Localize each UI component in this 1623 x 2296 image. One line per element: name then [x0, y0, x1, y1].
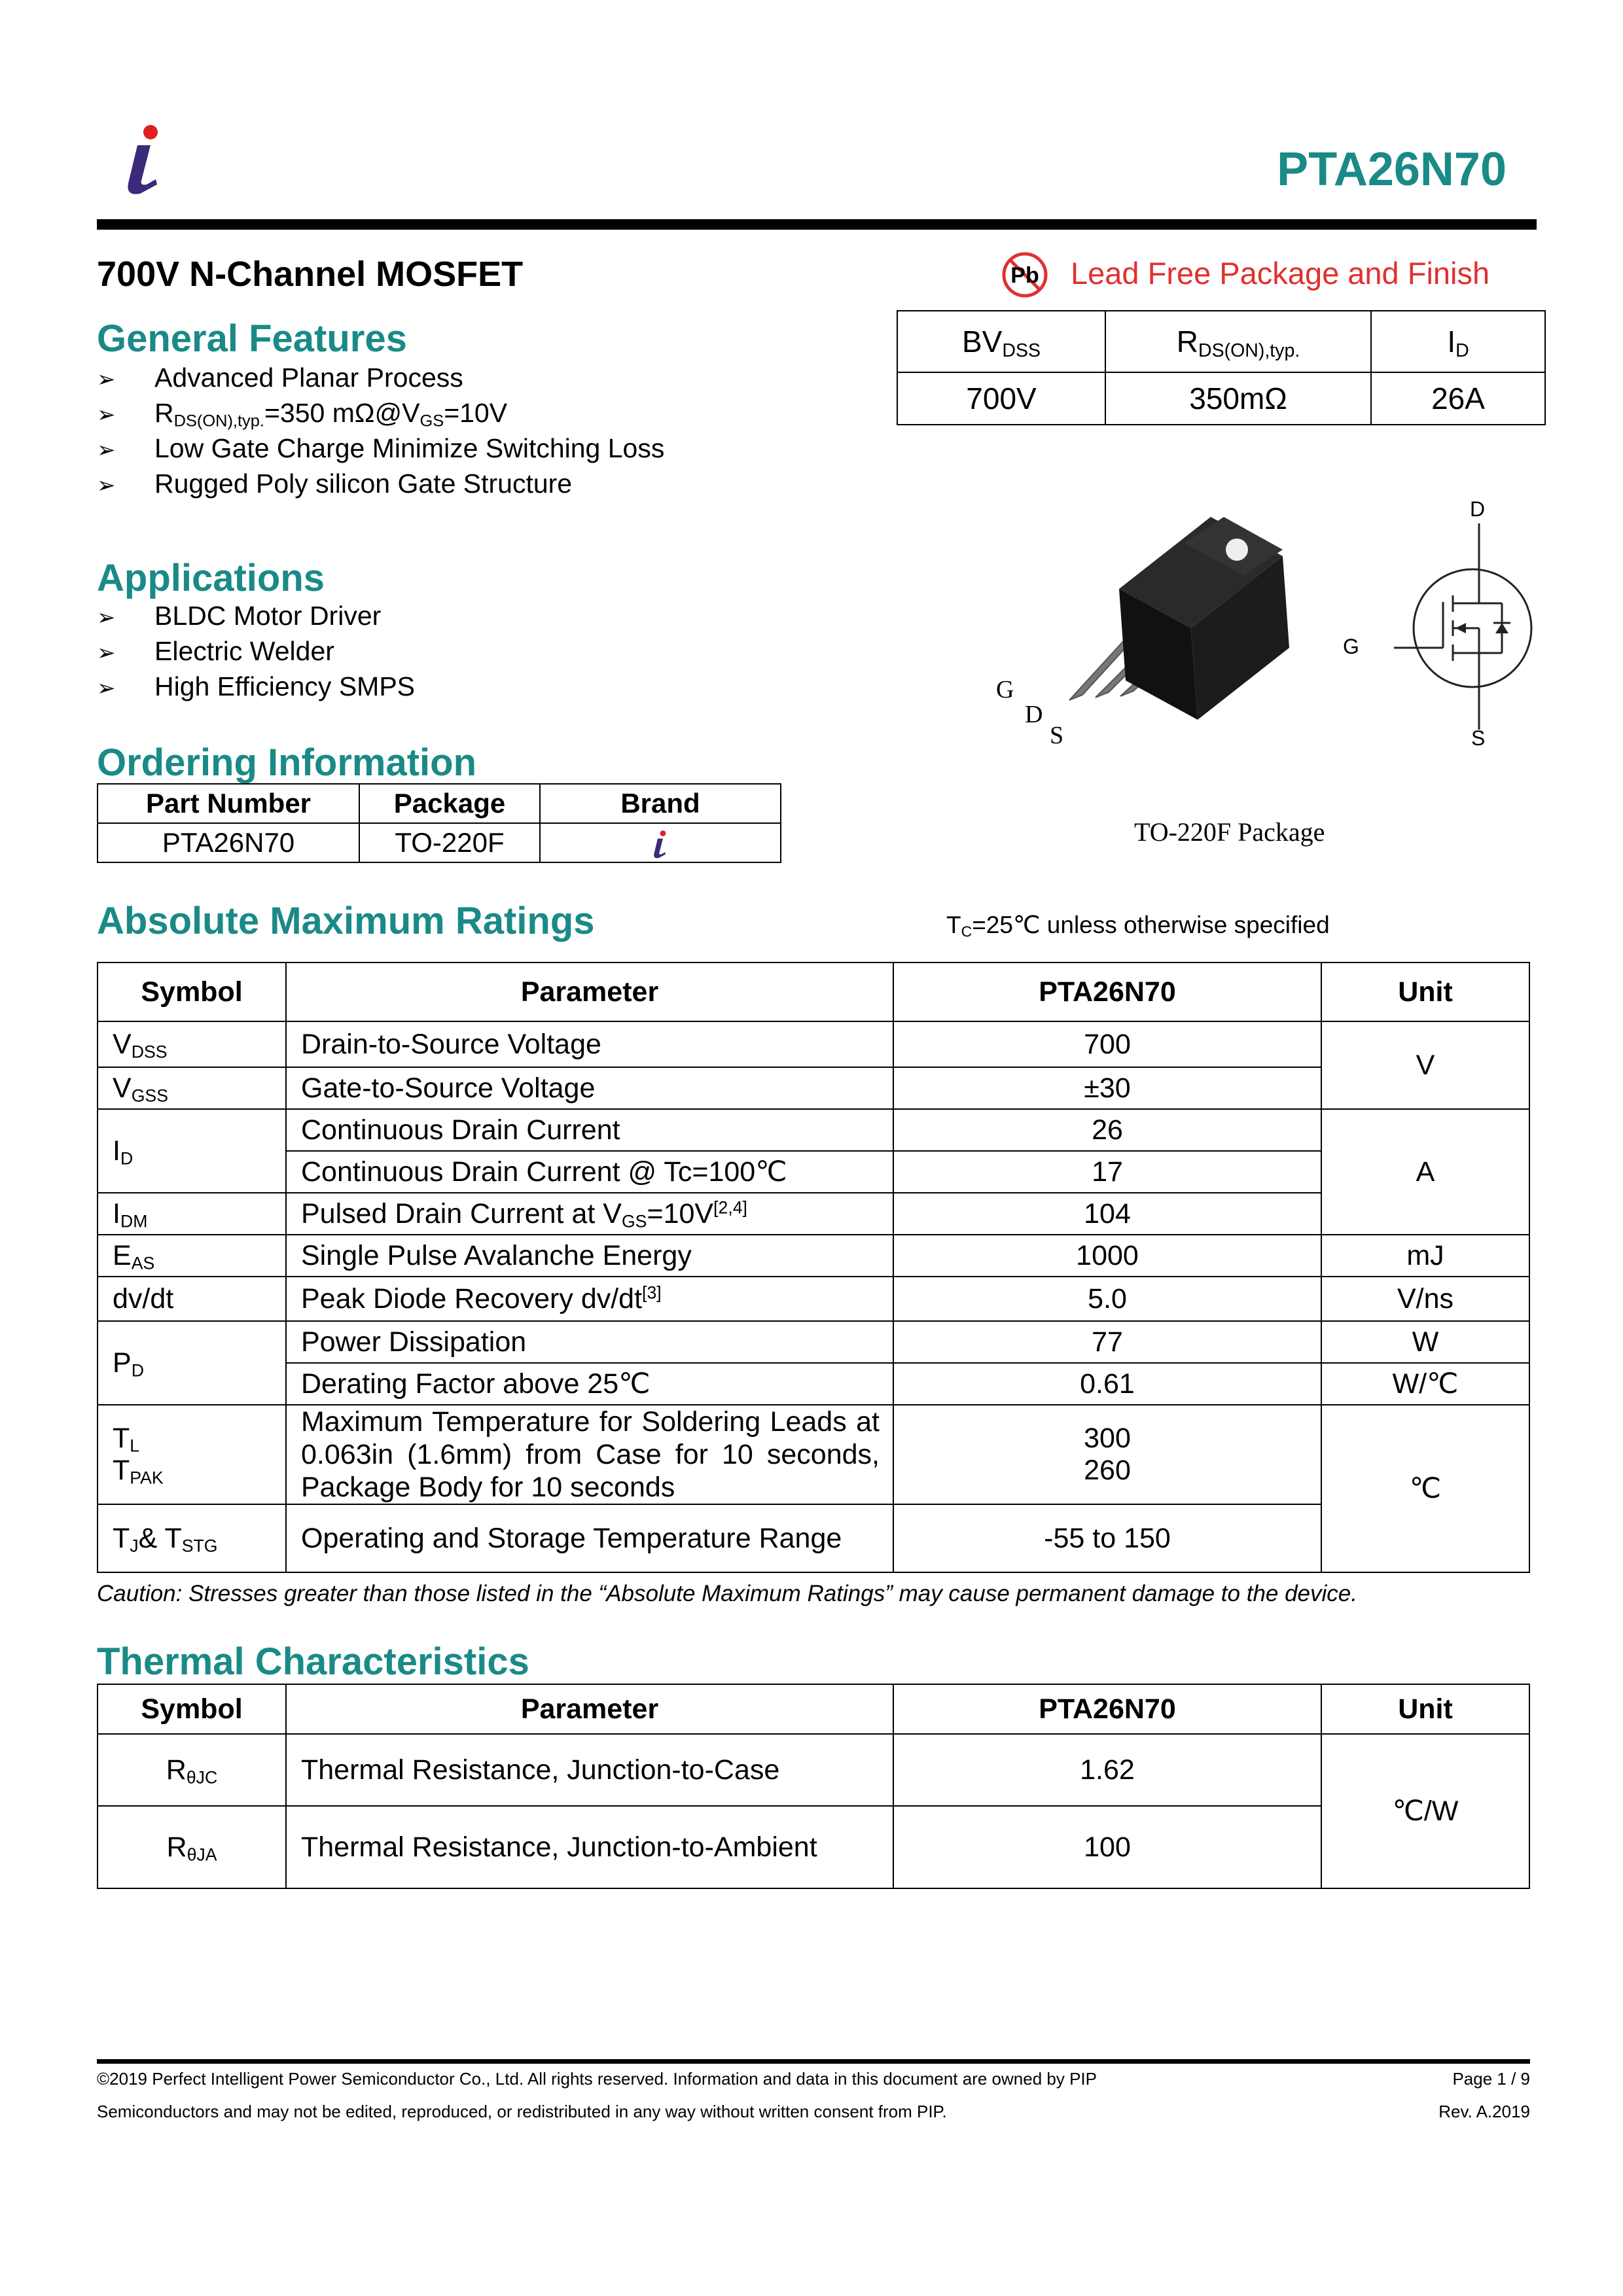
application-item: ➢ BLDC Motor Driver	[97, 601, 382, 631]
table-row: Continuous Drain Current @ Tc=100℃ 17	[98, 1151, 1529, 1193]
spec-value-rdson: 350mΩ	[1105, 372, 1371, 425]
table-row: $V_{DSS}$ Drain-to-Source Voltage 700 V	[98, 1021, 1529, 1067]
applications-title: Applications	[97, 557, 325, 599]
amr-caution: Caution: Stresses greater than those listed in the “Absolute Maximum Ratings” may cause permanent damage to the device.	[97, 1581, 1357, 1606]
table-row: $R_{\theta JC}$ Thermal Resistance, Junction-to-Case 1.62 ℃/W	[98, 1734, 1529, 1806]
spec-value-bvdss: 700V	[897, 372, 1105, 425]
spec-summary-table	[897, 310, 1546, 425]
table-row: $T_L$ $T_{PAK}$ Maximum Temperature for Soldering Leads at 0.063in (1.6mm) from Case for 10 seconds, Package Body for 10 seconds 300 260 ℃	[98, 1405, 1529, 1504]
footer-revision: Rev. A.2019	[1438, 2102, 1530, 2121]
amr-header-parameter: Parameter	[286, 963, 893, 1021]
table-row: $V_{GSS}$ Gate-to-Source Voltage ±30	[98, 1067, 1529, 1109]
spec-header-rdson: $R_{DS(ON),typ.}$	[1105, 311, 1371, 372]
amr-title: Absolute Maximum Ratings	[97, 900, 595, 942]
application-item: ➢ Electric Welder	[97, 636, 334, 666]
thermal-header-value: PTA26N70	[893, 1684, 1321, 1734]
spec-header-id: $I_D$	[1371, 311, 1545, 372]
ordering-brand-cell	[540, 823, 781, 862]
ordering-title: Ordering Information	[97, 741, 476, 784]
footer-rule	[97, 2059, 1530, 2064]
feature-item: ➢ Advanced Planar Process	[97, 362, 463, 393]
ordering-table	[97, 783, 781, 863]
ordering-header-brand: Brand	[540, 784, 781, 823]
thermal-header-unit: Unit	[1321, 1684, 1529, 1734]
feature-item: ➢ Rugged Poly silicon Gate Structure	[97, 468, 573, 499]
footer-copyright-line2: Semiconductors and may not be edited, reproduced, or redistributed in any way without written consent from PIP.	[97, 2102, 947, 2121]
application-item: ➢ High Efficiency SMPS	[97, 671, 416, 701]
company-logo	[118, 123, 170, 195]
spec-value-id: 26A	[1371, 372, 1545, 425]
pin-label-s: S	[1050, 722, 1064, 749]
thermal-header-parameter: Parameter	[286, 1684, 893, 1734]
lead-free-icon	[999, 249, 1058, 301]
feature-item: ➢ $R_{DS(ON),typ.}=350$ $m\Omega@V_{GS}=10V$	[97, 398, 508, 431]
schematic-label-d: D	[1470, 497, 1486, 521]
page-title: 700V N-Channel MOSFET	[97, 255, 524, 294]
amr-header-unit: Unit	[1321, 963, 1529, 1021]
to220f-package-image	[1021, 504, 1309, 752]
amr-header-value: PTA26N70	[893, 963, 1321, 1021]
feature-item: ➢ Low Gate Charge Minimize Switching Loss	[97, 433, 665, 463]
table-row: $T_J\&$ $T_{STG}$ Operating and Storage Temperature Range -55 to 150	[98, 1504, 1529, 1572]
table-row: Derating Factor above 25℃ 0.61 W/℃	[98, 1363, 1529, 1405]
features-title: General Features	[97, 317, 407, 360]
pin-label-d: D	[1025, 701, 1043, 728]
header-part-number: PTA26N70	[1277, 143, 1507, 196]
ordering-part: PTA26N70	[98, 823, 359, 862]
amr-table	[97, 962, 1530, 1573]
table-row: $I_{DM}$ Pulsed Drain Current at $V_{GS}=10V[2,4]$ 104	[98, 1193, 1529, 1235]
header-rule	[97, 219, 1537, 230]
lead-free-text: Lead Free Package and Finish	[1071, 256, 1490, 291]
table-row: $E_{AS}$ Single Pulse Avalanche Energy 1000 mJ	[98, 1235, 1529, 1277]
schematic-label-s: S	[1471, 726, 1486, 750]
footer-page-number: Page 1 / 9	[1452, 2069, 1530, 2089]
footer-copyright-line1: ©2019 Perfect Intelligent Power Semiconductor Co., Ltd. All rights reserved. Information and data in this document are owned by PIP	[97, 2069, 1097, 2089]
schematic-label-g: G	[1343, 635, 1359, 658]
pin-label-g: G	[996, 676, 1014, 703]
features-list	[97, 361, 664, 503]
amr-condition: $T_C=25℃$ unless otherwise specified	[946, 911, 1330, 940]
ordering-header-package: Package	[359, 784, 540, 823]
pb-badge: Pb	[1010, 263, 1039, 288]
table-row: $P_D$ Power Dissipation 77 W	[98, 1321, 1529, 1363]
amr-header-symbol: Symbol	[98, 963, 286, 1021]
thermal-table	[97, 1684, 1530, 1889]
table-row: dv/dt Peak Diode Recovery dv/dt[3] 5.0 V/ns	[98, 1277, 1529, 1321]
spec-header-bvdss: $BV_{DSS}$	[897, 311, 1105, 372]
table-row: $I_D$ Continuous Drain Current 26 A	[98, 1109, 1529, 1151]
ordering-package: TO-220F	[359, 823, 540, 862]
package-caption: TO-220F Package	[1134, 817, 1325, 847]
applications-list	[97, 599, 415, 705]
brand-logo-icon	[650, 830, 671, 858]
mosfet-schematic-symbol	[1335, 497, 1544, 752]
ordering-header-part: Part Number	[98, 784, 359, 823]
thermal-title: Thermal Characteristics	[97, 1640, 529, 1683]
thermal-header-symbol: Symbol	[98, 1684, 286, 1734]
table-row: $R_{\theta JA}$ Thermal Resistance, Junction-to-Ambient 100	[98, 1806, 1529, 1888]
